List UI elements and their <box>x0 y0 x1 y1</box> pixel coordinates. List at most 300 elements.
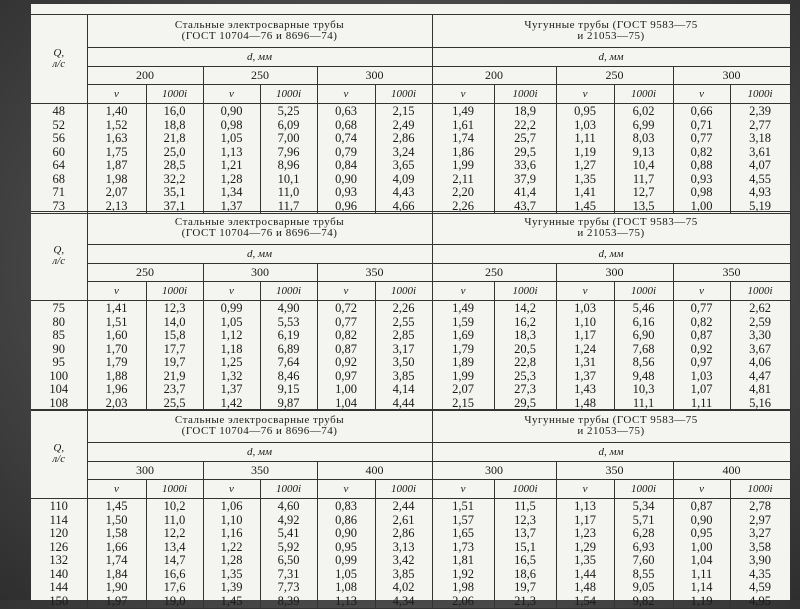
table-value: 1,99 <box>452 368 474 383</box>
table-value: 1,00 <box>335 382 357 396</box>
table-value: 0,72 <box>335 301 357 315</box>
cell-text: v <box>343 284 349 297</box>
table-value: 4,60 <box>277 499 300 513</box>
cell-text: v <box>582 284 588 297</box>
table-value: 0,87 <box>690 328 713 342</box>
pipe-table <box>31 14 791 214</box>
table-value: 2,97 <box>749 512 771 527</box>
table-value: 9,05 <box>632 580 655 594</box>
cell-text: 1000i <box>512 87 538 100</box>
table-value: 11,1 <box>632 395 655 410</box>
table-value: 2,59 <box>749 314 771 329</box>
table-value: 0,77 <box>690 301 713 315</box>
table-value: 9,87 <box>277 395 300 410</box>
table-value: 21,9 <box>163 368 186 383</box>
flow-value: 90 <box>52 341 65 356</box>
cell-text: v <box>582 87 588 100</box>
table-value: 1,41 <box>105 301 128 315</box>
cell-text: v <box>343 87 349 100</box>
table-value: 8,56 <box>632 355 655 369</box>
table-value: 12,3 <box>163 301 186 315</box>
table-value: 1,11 <box>690 566 713 581</box>
table-value: 5,25 <box>277 104 300 118</box>
cell-text: 1000i <box>631 87 657 100</box>
cell-text: 250 <box>251 68 269 82</box>
table-value: 5,19 <box>749 198 771 213</box>
cell-text: v <box>699 482 704 495</box>
table-value: 29,5 <box>514 144 536 159</box>
steel-gost: (ГОСТ 10704—76 и 8696—74) <box>181 30 338 42</box>
velocity-header <box>432 480 494 499</box>
table-value: 4,93 <box>749 185 771 199</box>
table-value: 1,69 <box>452 328 474 342</box>
q-header <box>31 15 87 104</box>
pipe-size <box>556 264 673 282</box>
table-value: 1,06 <box>220 499 243 513</box>
table-value: 10,1 <box>277 171 300 186</box>
table-value: 1,45 <box>220 593 243 608</box>
flow-value: 64 <box>52 158 65 172</box>
table-value: 15,8 <box>163 328 186 342</box>
iron-caption <box>432 212 790 245</box>
table-value: 0,99 <box>335 553 357 567</box>
table-value: 1,51 <box>105 314 128 329</box>
cell-text: d, мм <box>598 50 624 63</box>
pipe-size <box>87 462 203 480</box>
table-value: 1,27 <box>574 158 596 172</box>
table-value: 1,24 <box>574 341 596 356</box>
diameter-label-row <box>31 48 790 67</box>
table-value: 5,16 <box>749 395 771 410</box>
table-value: 0,88 <box>690 158 713 172</box>
table-value: 5,41 <box>277 526 300 540</box>
table-value: 1,74 <box>452 131 474 145</box>
table-value: 4,07 <box>749 158 771 172</box>
size-row <box>31 264 790 282</box>
value-column <box>614 104 673 214</box>
table-value: 1,48 <box>574 395 596 410</box>
value-column <box>203 301 260 411</box>
table-value: 3,85 <box>392 368 415 383</box>
table-value: 27,3 <box>514 382 536 396</box>
table-value: 4,09 <box>392 171 415 186</box>
table-value: 7,31 <box>277 566 300 581</box>
headloss-header <box>146 85 203 104</box>
pipe-table <box>31 409 791 609</box>
table-value: 11,0 <box>277 185 300 199</box>
cell-text: v <box>699 284 704 297</box>
cell-text: 1000i <box>631 284 657 297</box>
table-block-2 <box>31 211 790 411</box>
table-value: 0,66 <box>690 104 713 118</box>
table-value: 5,46 <box>632 301 655 315</box>
table-value: 41,4 <box>514 185 536 199</box>
value-column <box>673 301 730 411</box>
headloss-header <box>260 282 317 301</box>
flow-value: 80 <box>52 314 65 329</box>
value-column <box>556 301 614 411</box>
table-value: 0,90 <box>335 526 357 540</box>
pipe-size <box>673 67 790 85</box>
table-value: 1,66 <box>105 539 128 554</box>
diameter-label-row <box>31 443 790 462</box>
pipe-size <box>87 264 203 282</box>
table-value: 3,42 <box>392 553 415 567</box>
steel-diameter-label <box>87 48 432 67</box>
iron-title: Чугунные трубы (ГОСТ 9583—75 <box>524 216 698 228</box>
table-value: 1,16 <box>220 526 243 540</box>
table-value: 4,81 <box>749 382 771 396</box>
flow-value: 150 <box>49 593 69 608</box>
velocity-header <box>317 480 375 499</box>
flow-value: 60 <box>52 144 65 159</box>
cell-text: 300 <box>722 68 741 82</box>
cell-text: 250 <box>485 265 504 279</box>
cell-text: 1000i <box>512 482 538 495</box>
table-value: 5,71 <box>632 512 655 527</box>
flow-value: 48 <box>52 104 65 118</box>
table-value: 7,60 <box>632 553 655 567</box>
value-column <box>375 104 432 214</box>
iron-gost: и 21053—75) <box>577 425 645 437</box>
table-value: 6,28 <box>632 526 655 540</box>
table-value: 0,95 <box>690 526 713 540</box>
table-value: 12,3 <box>514 512 536 527</box>
cell-text: 1000i <box>390 482 417 495</box>
steel-caption <box>87 15 432 48</box>
table-value: 7,64 <box>277 355 300 369</box>
pipe-size <box>203 264 317 282</box>
flow-values <box>31 104 87 214</box>
cell-text: v <box>114 87 119 100</box>
flow-value: 120 <box>49 526 69 540</box>
table-value: 1,52 <box>105 117 128 132</box>
table-value: 2,86 <box>392 131 415 145</box>
table-value: 1,87 <box>105 158 128 172</box>
value-column <box>260 301 317 411</box>
pipe-size <box>317 264 432 282</box>
table-value: 19,7 <box>163 355 186 369</box>
pipe-size <box>673 462 790 480</box>
table-value: 4,06 <box>749 355 771 369</box>
table-value: 14,7 <box>163 553 186 567</box>
table-value: 5,53 <box>277 314 300 329</box>
table-value: 2,62 <box>749 301 771 315</box>
table-value: 1,07 <box>690 382 713 396</box>
diameter-label-row <box>31 245 790 264</box>
headloss-header <box>614 480 673 499</box>
table-value: 18,3 <box>514 328 536 342</box>
table-value: 3,17 <box>392 341 415 356</box>
cell-text: 1000i <box>631 482 657 495</box>
table-value: 0,95 <box>335 539 357 554</box>
cell-text: 1000i <box>275 482 302 495</box>
table-value: 1,34 <box>220 185 243 199</box>
steel-title: Стальные электросварные трубы <box>174 216 345 228</box>
table-value: 1,54 <box>574 593 596 608</box>
table-value: 33,6 <box>514 158 536 172</box>
table-value: 0,82 <box>690 314 713 329</box>
table-value: 1,98 <box>452 580 474 594</box>
document-page <box>31 4 790 608</box>
table-value: 1,08 <box>335 580 357 594</box>
table-value: 10,4 <box>632 158 655 172</box>
iron-title: Чугунные трубы (ГОСТ 9583—75 <box>524 19 698 31</box>
table-value: 0,71 <box>690 117 713 132</box>
table-value: 1,04 <box>335 395 357 410</box>
q-header <box>31 212 87 301</box>
cell-text: 1000i <box>512 284 538 297</box>
pipe-size <box>317 462 432 480</box>
headloss-header <box>614 85 673 104</box>
flow-value: 108 <box>49 395 69 410</box>
subheader-row <box>31 480 790 499</box>
table-value: 1,00 <box>690 198 713 213</box>
cell-text: 1000i <box>747 482 773 495</box>
value-column <box>146 499 203 609</box>
table-value: 4,44 <box>392 395 415 410</box>
iron-caption <box>432 15 790 48</box>
table-value: 1,59 <box>452 314 474 329</box>
flow-value: 56 <box>52 131 65 145</box>
table-value: 10,2 <box>163 499 186 513</box>
value-column <box>432 104 494 214</box>
cell-text: 250 <box>136 265 154 279</box>
headloss-header <box>375 85 432 104</box>
table-value: 1,86 <box>452 144 474 159</box>
table-value: 9,13 <box>632 144 655 159</box>
table-value: 1,28 <box>220 171 243 186</box>
table-value: 1,45 <box>574 198 596 213</box>
table-value: 13,7 <box>514 526 536 540</box>
table-value: 1,89 <box>452 355 474 369</box>
iron-gost: и 21053—75) <box>577 227 645 239</box>
cell-text: v <box>229 482 234 495</box>
table-value: 2,26 <box>452 198 474 213</box>
table-value: 0,77 <box>335 314 357 329</box>
data-row <box>31 499 790 609</box>
iron-gost: и 21053—75) <box>577 30 645 42</box>
table-value: 1,37 <box>220 198 243 213</box>
value-column <box>203 104 260 214</box>
table-value: 1,23 <box>574 526 596 540</box>
table-value: 1,70 <box>105 341 128 356</box>
table-value: 4,02 <box>392 580 415 594</box>
table-value: 1,28 <box>220 553 243 567</box>
table-block-3 <box>31 409 790 609</box>
cell-text: 350 <box>722 265 741 279</box>
table-value: 1,11 <box>690 395 713 410</box>
cell-text: 1000i <box>390 87 417 100</box>
iron-diameter-label <box>432 443 790 462</box>
table-value: 8,55 <box>632 566 655 581</box>
table-value: 12,2 <box>163 526 186 540</box>
caption-row <box>31 15 790 48</box>
pipe-size <box>673 264 790 282</box>
table-value: 6,19 <box>277 328 300 342</box>
iron-title: Чугунные трубы (ГОСТ 9583—75 <box>524 414 698 426</box>
table-value: 2,86 <box>392 526 415 540</box>
flow-value: 95 <box>52 355 65 369</box>
table-value: 1,17 <box>574 512 596 527</box>
cell-text: d, мм <box>247 445 273 458</box>
headloss-header <box>260 480 317 499</box>
table-value: 3,85 <box>392 566 415 581</box>
pipe-size <box>87 67 203 85</box>
table-value: 0,77 <box>690 131 713 145</box>
table-value: 19,7 <box>514 580 536 594</box>
cell-text: 400 <box>365 463 384 477</box>
table-value: 0,95 <box>574 104 596 118</box>
table-value: 9,48 <box>632 368 655 383</box>
pipe-size <box>556 462 673 480</box>
table-value: 29,5 <box>514 395 536 410</box>
cell-text: 300 <box>605 265 624 279</box>
cell-text: d, мм <box>247 247 273 260</box>
flow-value: 73 <box>52 198 65 213</box>
value-column <box>432 499 494 609</box>
table-value: 0,84 <box>335 158 357 172</box>
table-value: 1,79 <box>452 341 474 356</box>
flow-value: 110 <box>49 499 68 513</box>
value-column <box>260 104 317 214</box>
table-value: 1,90 <box>105 580 128 594</box>
table-value: 7,68 <box>632 341 655 356</box>
table-value: 0,83 <box>335 499 357 513</box>
table-value: 1,49 <box>452 301 474 315</box>
flow-value: 68 <box>52 171 65 186</box>
cell-text: v <box>229 87 234 100</box>
velocity-header <box>203 480 260 499</box>
table-value: 14,2 <box>514 301 536 315</box>
cell-text: v <box>114 482 119 495</box>
flow-value: 132 <box>49 553 69 567</box>
table-value: 1,13 <box>335 593 357 608</box>
caption-row <box>31 212 790 245</box>
value-column <box>673 104 730 214</box>
cell-text: 250 <box>605 68 624 82</box>
table-value: 5,92 <box>277 539 300 554</box>
table-value: 1,43 <box>574 382 596 396</box>
headloss-header <box>375 480 432 499</box>
cell-text: v <box>229 284 234 297</box>
table-value: 1,50 <box>105 512 128 527</box>
cell-text: 350 <box>251 463 269 477</box>
flow-value: 126 <box>49 539 69 554</box>
table-value: 1,03 <box>574 117 596 132</box>
table-value: 0,74 <box>335 131 357 145</box>
table-value: 0,96 <box>335 198 357 213</box>
table-value: 3,30 <box>749 328 771 342</box>
cell-text: 1000i <box>161 284 188 297</box>
table-value: 11,7 <box>632 171 655 186</box>
value-column <box>317 499 375 609</box>
table-value: 8,46 <box>277 368 300 383</box>
table-value: 0,82 <box>690 144 713 159</box>
table-value: 1,12 <box>220 328 243 342</box>
table-value: 4,47 <box>749 368 771 383</box>
table-value: 1,73 <box>452 539 474 554</box>
cell-text: v <box>343 482 349 495</box>
table-value: 18,9 <box>514 104 536 118</box>
table-value: 1,35 <box>220 566 243 581</box>
table-value: 1,14 <box>690 580 713 594</box>
table-value: 3,61 <box>749 144 771 159</box>
data-row <box>31 301 790 411</box>
table-value: 0,93 <box>335 185 357 199</box>
flow-values <box>31 301 87 411</box>
cell-text: 300 <box>485 463 504 477</box>
table-value: 1,88 <box>105 368 128 383</box>
table-value: 21,3 <box>514 593 536 608</box>
q-label: Q, <box>53 47 65 59</box>
q-label: Q, <box>53 244 65 256</box>
table-value: 16,2 <box>514 314 536 329</box>
table-value: 23,7 <box>163 382 186 396</box>
value-column <box>556 499 614 609</box>
table-value: 3,90 <box>749 553 771 567</box>
table-value: 0,98 <box>220 117 243 132</box>
value-column <box>730 499 790 609</box>
table-value: 0,92 <box>690 341 713 356</box>
cell-text: d, мм <box>247 50 273 63</box>
table-value: 0,97 <box>335 368 357 383</box>
cell-text: 1000i <box>275 87 302 100</box>
table-value: 1,29 <box>574 539 596 554</box>
table-value: 0,99 <box>220 301 243 315</box>
q-unit: л/с <box>52 255 66 267</box>
pipe-size <box>317 67 432 85</box>
table-value: 3,50 <box>392 355 415 369</box>
value-column <box>317 104 375 214</box>
headloss-header <box>730 282 790 301</box>
table-value: 1,39 <box>220 580 243 594</box>
table-value: 9,82 <box>632 593 655 608</box>
q-unit: л/с <box>52 58 66 70</box>
flow-value: 52 <box>52 117 65 132</box>
table-value: 0,68 <box>335 117 357 132</box>
table-value: 1,96 <box>105 382 128 396</box>
table-value: 21,8 <box>163 131 186 145</box>
table-value: 1,57 <box>452 512 474 527</box>
table-value: 1,98 <box>105 171 128 186</box>
headloss-header <box>494 480 556 499</box>
cell-text: d, мм <box>598 247 624 260</box>
table-value: 0,92 <box>335 355 357 369</box>
steel-diameter-label <box>87 245 432 264</box>
table-value: 11,5 <box>514 499 536 513</box>
table-value: 3,65 <box>392 158 415 172</box>
pipe-table <box>31 211 791 411</box>
table-value: 25,7 <box>514 131 536 145</box>
table-value: 0,98 <box>690 185 713 199</box>
table-value: 1,21 <box>220 158 243 172</box>
table-value: 1,84 <box>105 566 128 581</box>
table-value: 1,60 <box>105 328 128 342</box>
flow-value: 144 <box>49 580 69 594</box>
velocity-header <box>673 282 730 301</box>
cell-text: 200 <box>485 68 504 82</box>
steel-caption <box>87 212 432 245</box>
table-value: 37,9 <box>514 171 536 186</box>
headloss-header <box>375 282 432 301</box>
table-value: 1,45 <box>105 499 128 513</box>
table-value: 4,95 <box>749 593 771 608</box>
table-value: 4,35 <box>749 566 771 581</box>
table-value: 1,19 <box>574 144 596 159</box>
value-column <box>556 104 614 214</box>
table-value: 2,61 <box>392 512 415 527</box>
